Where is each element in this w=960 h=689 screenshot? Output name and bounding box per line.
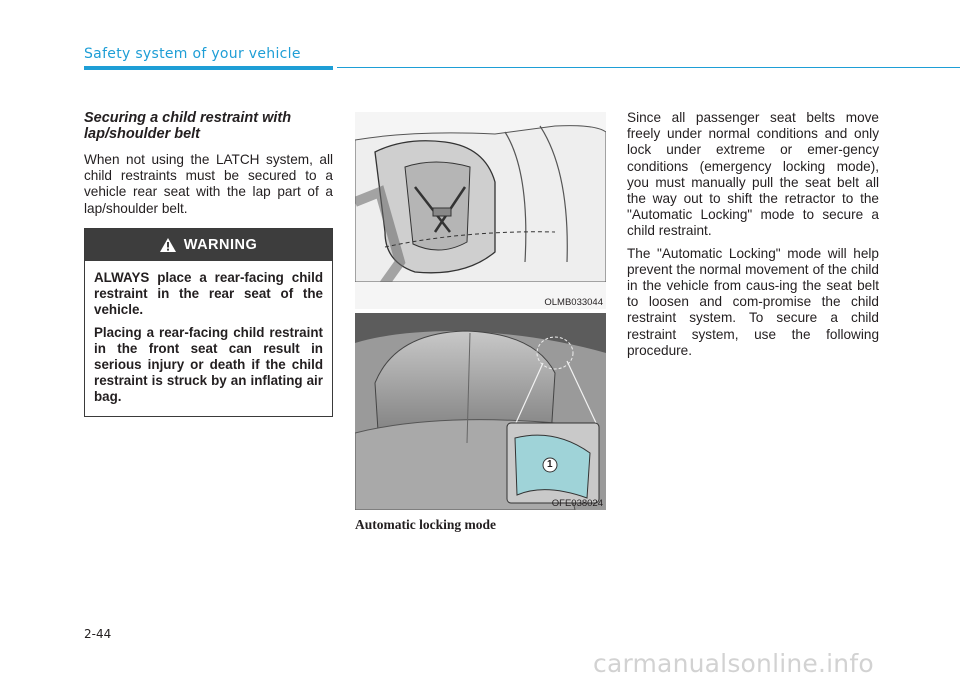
figure-code-top: OLMB033044 [544,297,603,308]
rear-seat-drawing [355,313,606,510]
watermark: carmanualsonline.info [593,649,874,678]
warning-box [84,228,333,417]
right-paragraph-2: The "Automatic Locking" mode will help prevent the normal movement of the child in the vehicle from caus-ing the seat belt to loosen and com-promise the child restraint system. To secure a child restraint system, use the following procedure. [627,245,879,358]
header-accent-bar [84,66,333,70]
callout-number: 1 [547,459,553,470]
warning-title: WARNING [183,237,258,253]
section-header: Safety system of your vehicle [84,46,301,62]
warning-paragraph-2: Placing a rear-facing child restraint in the front seat can result in serious injury or death if the child restraint is struck by an inflating air bag. [94,325,323,404]
left-column [84,110,333,217]
child-seat-illustration [355,112,606,309]
right-column [627,110,879,365]
warning-paragraph-1: ALWAYS place a rear-facing child restraint in the rear seat of the vehicle. [94,270,323,317]
page-number: 2-44 [84,627,112,641]
figure-caption: Automatic locking mode [355,517,496,532]
rear-seat-photo [355,313,606,510]
right-paragraph-1: Since all passenger seat belts move freely under normal conditions and only lock under extreme or emer-gency conditions (emergency locking mode), you must manually pull the seat belt all the way out to shift the retractor to the "Automatic Locking" mode to secure a child restraint. [627,110,879,239]
subheading: Securing a child restraint with lap/shoulder belt [84,110,292,142]
child-seat-drawing [355,112,606,309]
warning-header [85,229,332,261]
intro-paragraph: When not using the LATCH system, all child restraints must be secured to a vehicle rear seat with the lap part of a lap/shoulder belt. [84,152,333,216]
header-rule [337,67,960,68]
figure-code-bottom: OFE038024 [551,498,603,509]
warning-triangle-icon [160,238,176,252]
warning-body [85,261,332,405]
